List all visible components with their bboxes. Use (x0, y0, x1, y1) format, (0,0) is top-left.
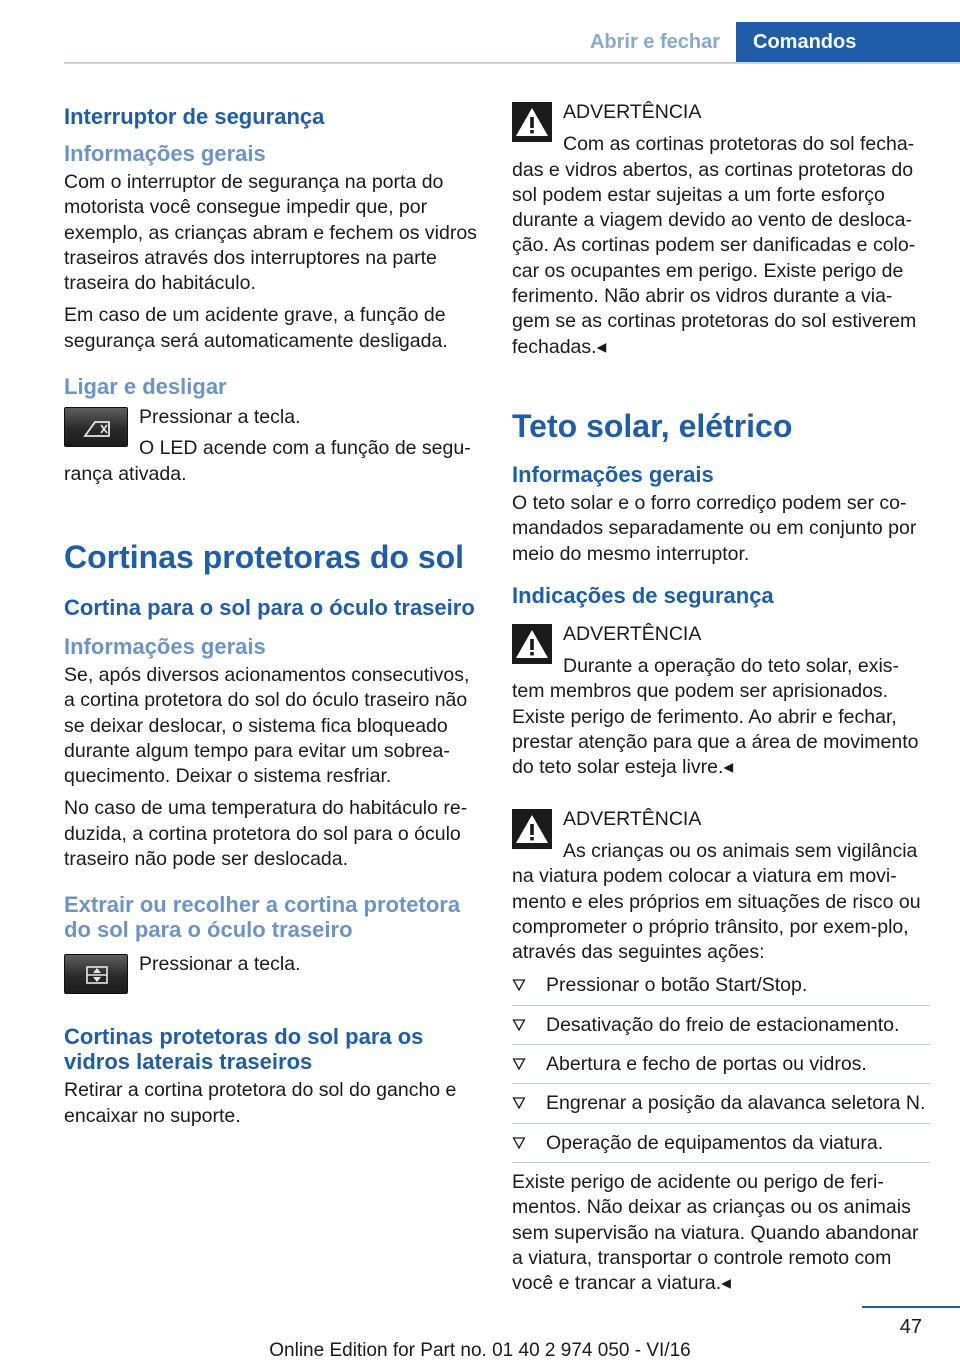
key-instruction-rear-blind (64, 952, 484, 996)
heading-cortina-oculo-traseiro: Cortina para o sol para o óculo traseiro (64, 594, 475, 620)
paragraph: Retirar a cortina protetora do sol do gancho e encaixar no suporte. (64, 1079, 457, 1127)
paragraph: Em caso de um acidente grave, a função de segurança será automaticamente desligada. (64, 304, 448, 352)
list-item-text: Pressionar o botão Start/Stop. (546, 974, 808, 997)
left-column (64, 100, 484, 1136)
list-item-text: Abertura e fecho de portas ou vidros. (546, 1053, 867, 1076)
header-tab-comandos[interactable]: Comandos (736, 22, 960, 62)
window-lock-key-icon (64, 407, 128, 447)
bullet-triangle-icon (512, 978, 526, 992)
subheading-indicacoes-seguranca: Indicações de segurança (512, 582, 774, 608)
header-tab-abrir-e-fechar[interactable]: Abrir e fechar (589, 31, 721, 53)
warning-block (512, 100, 930, 360)
warning-triangle-icon (512, 809, 552, 849)
subheading-extrair-recolher: Extrair ou recolher a cortina protetora do sol para o óculo traseiro (64, 892, 461, 943)
list-item-text: Operação de equipamentos da viatura. (546, 1131, 884, 1154)
warning-triangle-icon (512, 624, 552, 664)
edition-footer: Online Edition for Part no. 01 40 2 974 050 - VI/16 (269, 1340, 691, 1361)
subheading-ligar-desligar: Ligar e desligar (64, 374, 227, 400)
key-text: Pressionar a tecla. (139, 953, 301, 976)
list-item (512, 1091, 930, 1123)
subheading-informacoes-gerais: Informações gerais (64, 633, 266, 659)
header-divider (64, 62, 960, 64)
warning-action-list (512, 973, 930, 1162)
key-instruction-safety-switch (64, 405, 484, 430)
heading-cortinas-vidros-laterais: Cortinas protetoras do sol para os vidros laterais traseiros (64, 1024, 424, 1075)
bullet-triangle-icon (512, 1096, 526, 1110)
warning-text: Com as cortinas protetoras do sol fecha‐ (563, 133, 915, 156)
list-item (512, 1131, 930, 1163)
warning-label: ADVERTÊNCIA (563, 807, 702, 830)
paragraph: O teto solar e o forro corrediço podem ser co‐mandados separadamente ou em conjunto por meio do mesmo interruptor. (512, 491, 917, 565)
list-item (512, 973, 930, 1005)
bullet-triangle-icon (512, 1018, 526, 1032)
warning-text-continued: das e vidros abertos, as cortinas protetoras do sol podem estar sujeitas a um forte esforço durante a viagem devido ao vento de desloca‐ção. As cortinas podem ser danificadas e colo‐car os ocupantes em perigo. Existe perigo de ferimento. Não abrir os vidros durante a via‐gem se as cortinas protetoras do sol estiverem fechadas.◂ (512, 158, 917, 358)
warning-text: As crianças ou os animais sem vigilância (563, 839, 918, 862)
page-number: 47 (899, 1316, 922, 1338)
rear-blind-key-icon (64, 954, 128, 994)
key-text-continued: O LED acende com a função de segu‐rança ativada. (64, 437, 471, 485)
subheading-informacoes-gerais: Informações gerais (64, 141, 266, 166)
footer-divider (862, 1306, 960, 1308)
heading-cortinas-protetoras: Cortinas protetoras do sol (64, 538, 465, 575)
bullet-triangle-icon (512, 1136, 526, 1150)
subheading-informacoes-gerais: Informações gerais (512, 461, 714, 487)
warning-block (512, 807, 930, 966)
right-column (512, 100, 930, 1303)
paragraph: No caso de uma temperatura do habitáculo re‐duzida, a cortina protetora do sol para o óculo traseiro não pode ser deslocada. (64, 797, 468, 871)
list-item (512, 1013, 930, 1045)
warning-label: ADVERTÊNCIA (563, 101, 702, 123)
list-item-text: Engrenar a posição da alavanca seletora N. (546, 1092, 926, 1115)
list-item (512, 1052, 930, 1084)
bullet-triangle-icon (512, 1057, 526, 1071)
warning-triangle-icon (512, 102, 552, 142)
paragraph: Se, após diversos acionamentos consecutivos, a cortina protetora do sol do óculo traseiro não se deixar deslocar, o sistema fica bloqueado durante algum tempo para evitar um sobrea‐quecimento. Deixar o sistema resfriar. (64, 663, 470, 788)
warning-block (512, 622, 930, 781)
list-item-text: Desativação do freio de estacionamento. (546, 1013, 900, 1036)
warning-label: ADVERTÊNCIA (563, 622, 702, 645)
paragraph: Existe perigo de acidente ou perigo de feri‐mentos. Não deixar as crianças ou os animais sem supervisão na viatura. Quando abandonar a viatura, transportar o controle remoto com você e trancar a viatura.◂ (512, 1170, 919, 1295)
paragraph: Com o interruptor de segurança na porta do motorista você consegue impedir que, por exemplo, as crianças abram e fechem os vidros traseiros através dos interruptores na parte traseira do habitáculo. (64, 171, 477, 295)
heading-teto-solar: Teto solar, elétrico (512, 407, 793, 444)
warning-text: Durante a operação do teto solar, exis‐ (563, 655, 900, 678)
key-text: Pressionar a tecla. (139, 406, 301, 429)
warning-text-continued: na viatura podem colocar a viatura em movi‐mento e eles próprios em situações de risco ou comprometer o próprio trânsito, por exem‐plo, através das seguintes ações: (512, 865, 921, 964)
heading-interruptor-seguranca: Interruptor de segurança (64, 104, 325, 129)
warning-text-continued: tem membros que podem ser aprisionados. Existe perigo de ferimento. Ao abrir e fechar, prestar atenção para que a área de movimento do teto solar esteja livre.◂ (512, 680, 919, 779)
